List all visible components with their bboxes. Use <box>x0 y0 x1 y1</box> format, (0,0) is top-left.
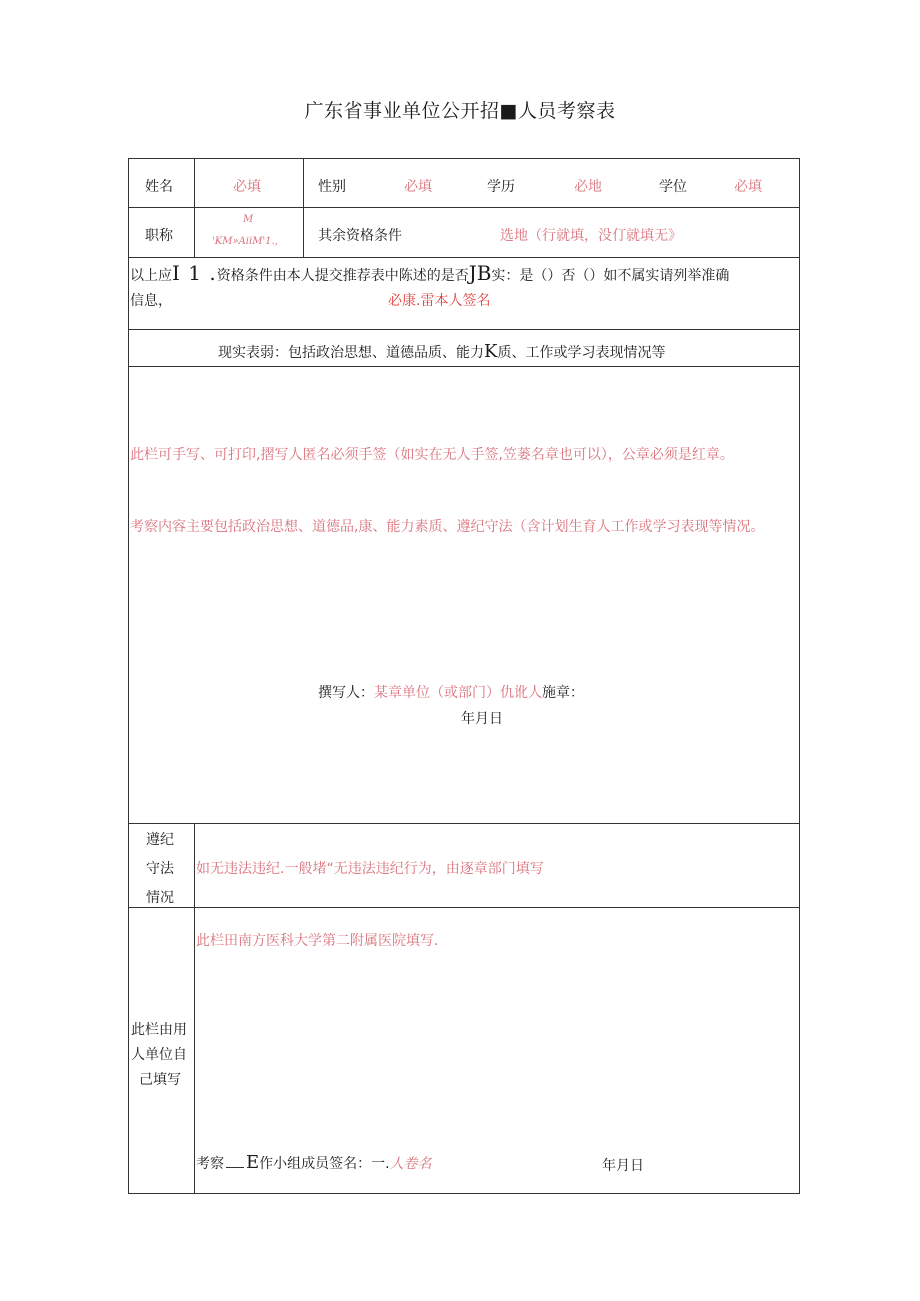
law-content[interactable]: 如无违法违纪.一般堵“无违法违纪行为，由逐章部门填写 <box>196 861 544 877</box>
professional-title-label: 职称 <box>145 228 173 244</box>
verify-big-text-2: JB <box>468 261 492 285</box>
row-divider <box>128 907 800 908</box>
law-label-3: 情况 <box>146 890 174 906</box>
writer-value[interactable]: 某章单位（或部门）仇讹人 <box>374 685 542 701</box>
writer-label: 撰写人： <box>318 685 374 701</box>
gender-value[interactable]: 必填 <box>404 179 432 195</box>
row-divider <box>128 257 800 258</box>
row-divider <box>128 823 800 824</box>
education-label: 学历 <box>487 179 515 195</box>
column-divider <box>194 158 195 257</box>
gender-label: 性别 <box>318 179 346 195</box>
verify-middle: 资格条件由本人提交推荐表中陈述的是否 <box>216 268 469 284</box>
performance-header <box>218 341 665 362</box>
professional-title-value-line1[interactable]: M <box>243 214 254 225</box>
verify-statement <box>130 261 729 285</box>
verify-signature[interactable]: 必康.雷本人签名 <box>388 293 491 309</box>
verify-suffix: 实：是（）否（）如不属实请列举准确 <box>491 268 730 284</box>
examiner-sign-underline <box>226 1155 244 1168</box>
employer-note: 此栏田南方医科大学第二附属医院填写. <box>196 933 439 949</box>
performance-header-big: K <box>484 341 498 362</box>
other-qualification-value[interactable]: 选地（行就填，没仃就填无》 <box>500 228 682 244</box>
employer-date: 年月日 <box>602 1158 644 1174</box>
performance-date: 年月日 <box>461 711 503 727</box>
other-qualification-label: 其余资格条件 <box>318 228 402 244</box>
verify-prefix: 以上应 <box>130 268 172 284</box>
writer-line <box>318 682 584 702</box>
performance-header-suffix: 质、工作或学习表现情况等 <box>497 345 666 361</box>
degree-label: 学位 <box>659 179 687 195</box>
column-divider <box>303 158 304 257</box>
law-label-2: 守法 <box>146 861 174 877</box>
page-title: 广东省事业单位公开招■人员考察表 <box>304 100 616 122</box>
examiner-sign-value[interactable]: 人卷名 <box>389 1156 432 1172</box>
performance-note-2: 考察内容主要包括政治思想、道德品,康、能力素质、遵纪守法（含计划生育人工作或学习表现等情况。 <box>130 519 765 535</box>
performance-header-prefix: 现实表弱：包括政治思想、道德品质、能力 <box>218 345 484 361</box>
verify-big-text: I 1 . <box>172 261 217 285</box>
seal-label: 施章： <box>542 685 584 701</box>
examiner-signature-line <box>196 1152 432 1173</box>
column-divider <box>194 823 195 1194</box>
employer-label-3: 己填写 <box>139 1072 181 1088</box>
verify-line2: 信息， <box>130 293 172 309</box>
name-label: 姓名 <box>145 179 173 195</box>
name-value[interactable]: 必填 <box>233 179 261 195</box>
employer-label-2: 人单位自 <box>131 1047 187 1063</box>
examiner-sign-prefix: 考察 <box>196 1156 224 1172</box>
row-divider <box>128 329 800 330</box>
examiner-sign-mid: 作小组成员签名：一. <box>259 1156 390 1172</box>
degree-value[interactable]: 必填 <box>734 179 762 195</box>
employer-label-1: 此栏由用 <box>131 1022 187 1038</box>
examiner-sign-big: E <box>246 1152 260 1173</box>
row-divider <box>128 366 800 367</box>
examination-table <box>128 158 800 1194</box>
law-label-1: 遵纪 <box>146 832 174 848</box>
performance-note-1: 此栏可手写、可打印,摺写人匿名必须手签（如实在无人手签,笠蒌名章也可以），公章必须是红章。 <box>130 447 734 463</box>
row-divider <box>128 207 800 208</box>
education-value[interactable]: 必地 <box>574 179 602 195</box>
professional-title-value-line2[interactable]: 'KM»AiiM'1., <box>212 236 278 247</box>
